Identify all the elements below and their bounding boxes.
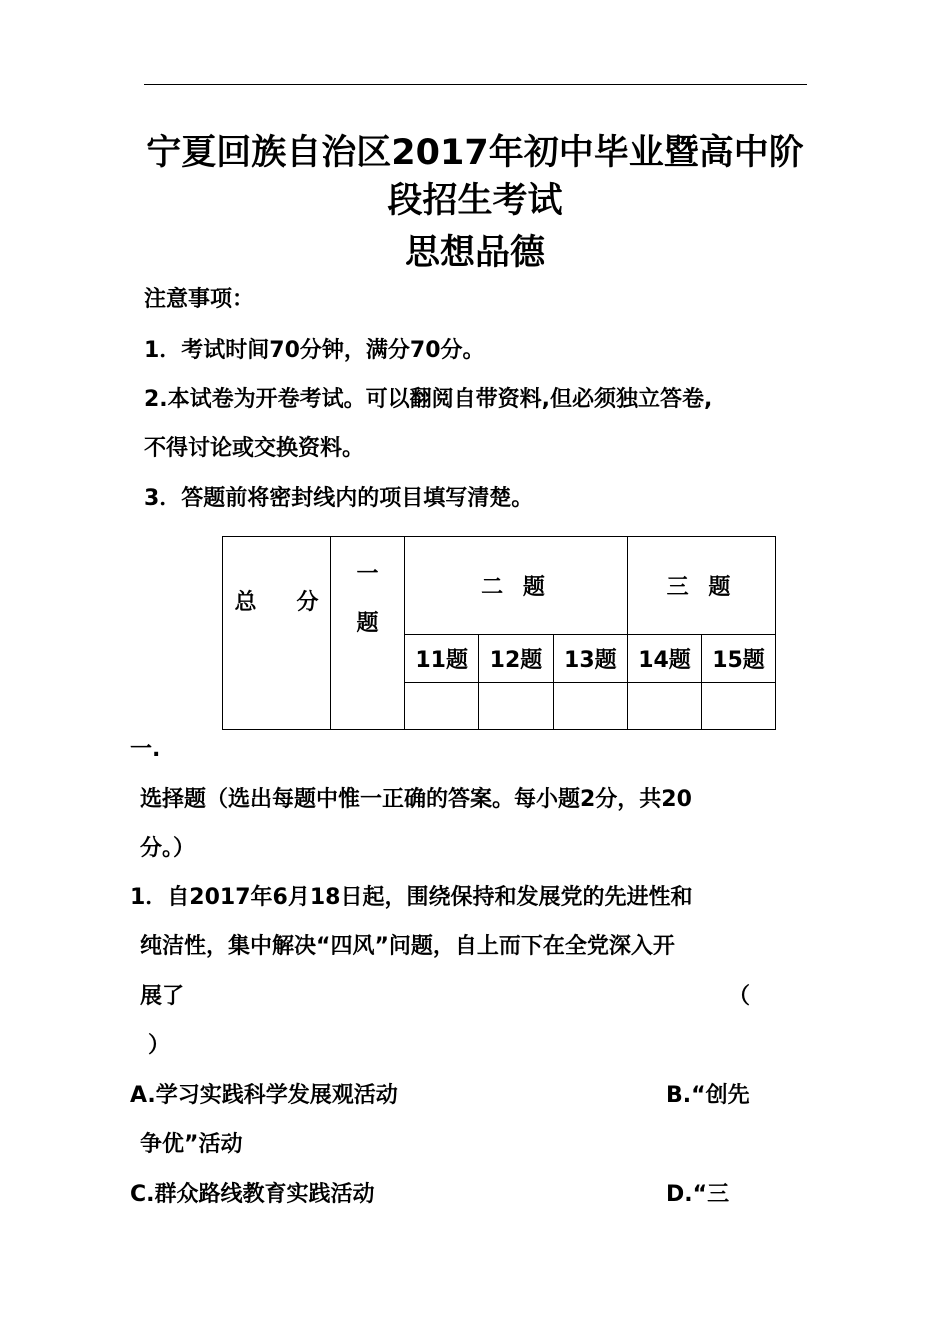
note-item-1: 1．考试时间70分钟，满分70分。 [144, 338, 485, 363]
exam-title-line-2: 段招生考试 [387, 181, 563, 221]
q15-score-cell[interactable] [702, 682, 776, 730]
part-three-label: 三 题 [666, 575, 737, 600]
total-label-b: 分 [296, 590, 319, 615]
q13-score-cell[interactable] [553, 682, 627, 730]
notes-heading: 注意事项： [144, 287, 255, 312]
exam-title-line-1: 宁夏回族自治区2017年初中毕业暨高中阶 [146, 133, 804, 173]
q13-header: 13题 [553, 635, 627, 682]
part-two-header [405, 537, 628, 635]
option-b: B.“创先 [666, 1083, 750, 1108]
part-one-header [331, 537, 405, 730]
question-1-stem-continued: 纯洁性，集中解决“四风”问题，自上而下在全党深入开 [140, 934, 675, 959]
total-score-header [223, 537, 331, 730]
part-three-header [628, 537, 776, 635]
q14-header: 14题 [628, 635, 702, 682]
note-item-2: 2.本试卷为开卷考试。可以翻阅自带资料,但必须独立答卷, [144, 387, 713, 412]
part-one-label-a: 一 [356, 562, 379, 587]
header-rule [144, 84, 807, 85]
section-one-instructions: 选择题（选出每题中惟一正确的答案。每小题2分，共20 [140, 787, 692, 812]
answer-paren-open: （ [728, 984, 751, 1009]
q12-header: 12题 [479, 635, 553, 682]
answer-paren-close: ） [148, 1033, 171, 1058]
option-d: D.“三 [666, 1182, 730, 1207]
question-1-stem: 1．自2017年6月18日起，围绕保持和发展党的先进性和 [130, 885, 693, 910]
option-a: A.学习实践科学发展观活动 [130, 1083, 398, 1108]
q15-header: 15题 [702, 635, 776, 682]
section-one-number: 一. [130, 737, 161, 762]
subject-title: 思想品德 [404, 233, 545, 273]
q11-score-cell[interactable] [405, 682, 479, 730]
q11-header: 11题 [405, 635, 479, 682]
note-item-3: 3．答题前将密封线内的项目填写清楚。 [144, 486, 534, 511]
part-one-label-b: 题 [356, 611, 379, 636]
question-1-stem-end: 展了 [140, 984, 185, 1009]
total-label-a: 总 [234, 590, 257, 615]
q14-score-cell[interactable] [628, 682, 702, 730]
part-two-label: 二 题 [481, 575, 551, 600]
score-table [222, 536, 776, 730]
option-c: C.群众路线教育实践活动 [130, 1182, 375, 1207]
option-b-continued: 争优”活动 [140, 1132, 243, 1157]
section-one-instructions-continued: 分。） [140, 836, 196, 861]
note-item-2-continued: 不得讨论或交换资料。 [144, 436, 365, 461]
q12-score-cell[interactable] [479, 682, 553, 730]
